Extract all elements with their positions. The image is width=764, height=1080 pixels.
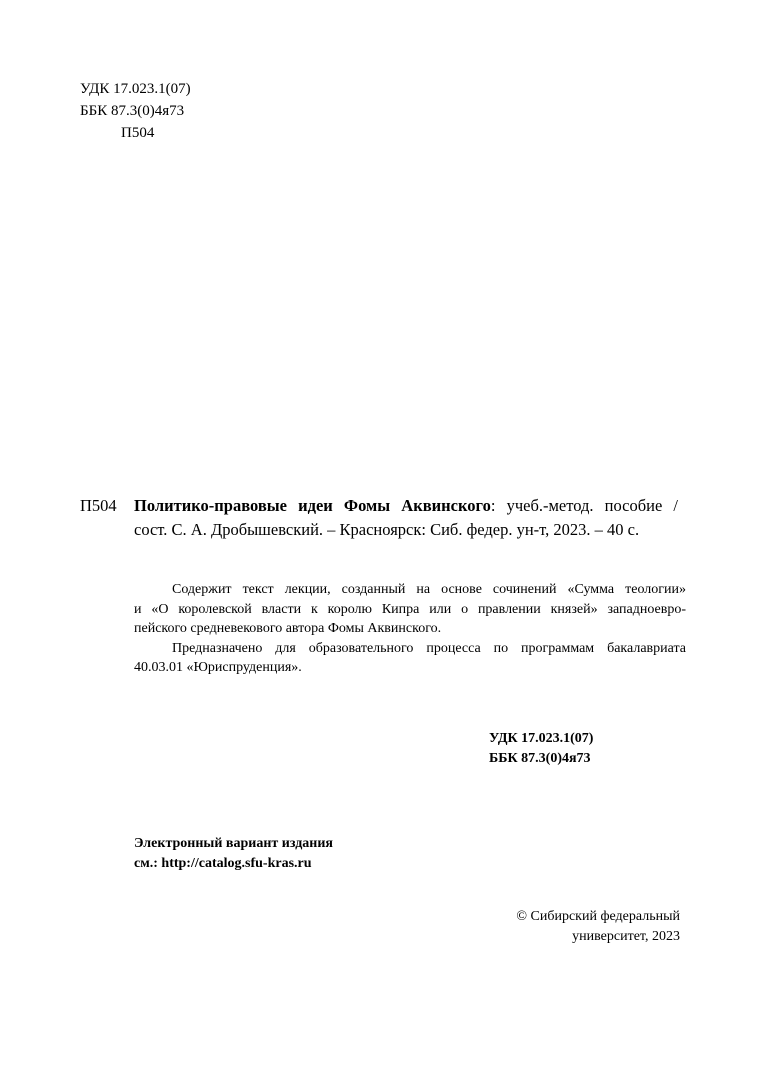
book-title: Политико-правовые идеи Фомы Аквинского	[134, 496, 491, 515]
annotation-line: Предназначено для образовательного процесса по программам бакалавриата	[172, 640, 686, 656]
electronic-edition-note	[134, 834, 333, 874]
bibliographic-line-1	[134, 494, 678, 518]
udk-code-top: УДК 17.023.1(07)	[80, 81, 191, 97]
electronic-edition-label: Электронный вариант издания	[134, 836, 333, 851]
bibliographic-line-2: сост. С. А. Дробышевский. – Красноярск: Сиб. федер. ун-т, 2023. – 40 с.	[134, 520, 640, 539]
copyright-notice	[440, 907, 680, 947]
annotation-line: Содержит текст лекции, созданный на основе сочинений «Сумма теологии»	[172, 582, 686, 597]
copyright-line-1: © Сибирский федеральный	[516, 909, 680, 924]
bibliographic-author-mark: П504	[80, 496, 117, 515]
bbk-code-bottom: ББК 87.3(0)4я73	[489, 751, 591, 766]
annotation-line: 40.03.01 «Юриспруденция».	[134, 660, 302, 675]
electronic-edition-url: см.: http://catalog.sfu-kras.ru	[134, 856, 312, 871]
bibliographic-line-1-rest: : учеб.-метод. пособие /	[490, 496, 678, 515]
annotation-line: пейского средневекового автора Фомы Аквинского.	[134, 621, 442, 636]
annotation-line: и «О королевской власти к королю Кипра или о правлении князей» западноевро-	[134, 601, 686, 617]
copyright-line-2: университет, 2023	[572, 929, 680, 944]
udk-code-bottom: УДК 17.023.1(07)	[489, 731, 594, 746]
author-mark-top: П504	[121, 125, 155, 141]
bbk-code-top: ББК 87.3(0)4я73	[80, 103, 185, 119]
classification-codes-bottom	[489, 729, 593, 769]
annotation	[134, 580, 686, 678]
bibliographic-record	[134, 494, 678, 542]
